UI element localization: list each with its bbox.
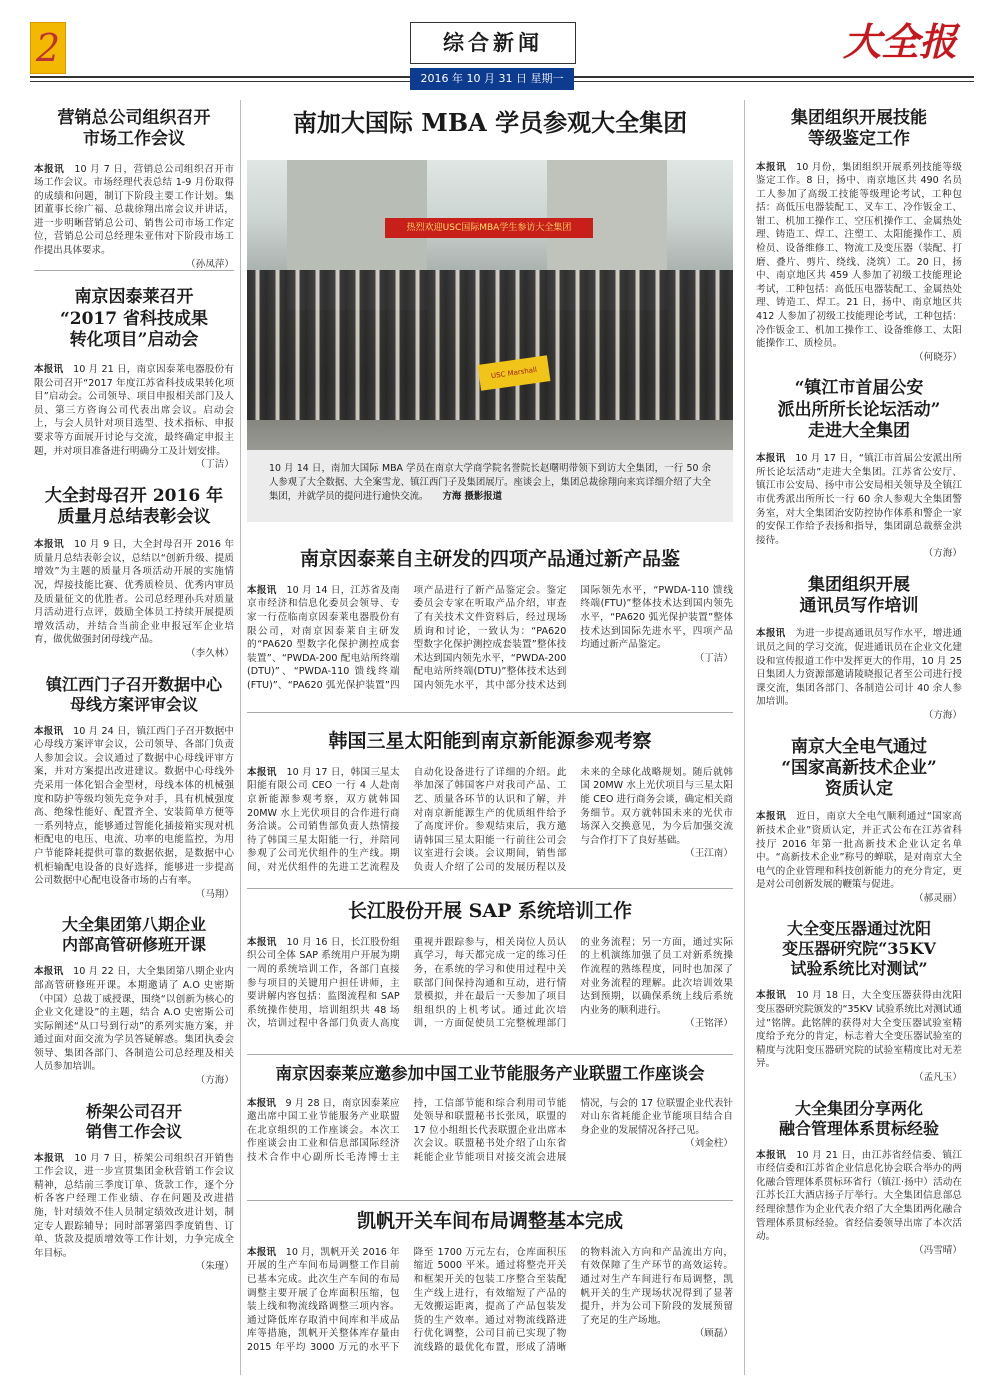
left-column: [34, 108, 234, 1274]
headline: 营销总公司组织召开 市场工作会议: [57, 108, 211, 150]
article-center-2: [247, 730, 733, 892]
masthead-logo: 大全报: [842, 19, 957, 64]
article-left-1: [34, 108, 234, 271]
article-body: 本报讯 10 月 17 日，“镇江市首届公安派出所所长论坛活动”走进大全集团。江苏省公安厅、镇江市公安局、扬中市公安局相关领导及全镇江市优秀派出所所长一行 60 余人参观大全集团警务室，对大全集团治安防控协作体系和警企一家的安保工作给予表扬和指导，集团副总裁蔡金洪接待。 （方海）: [756, 453, 962, 560]
headline: 南京因泰莱召开 “2017 省科技成果 转化项目”启动会: [59, 287, 208, 350]
photo-banner: 热烈欢迎USC国际MBA学生参访大全集团: [385, 218, 593, 238]
article-body: 本报讯 10 月 22 日，大全集团第八期企业内部高管研修班开课。本期邀请了 A.O 史密斯（中国）总裁丁威授课，围绕“以创新为核心的企业文化建设”的主题，结合 A.O 史密斯公司实际阐述“从口号到行动”的系列实施方案，并通过面对面交流为学员答疑解惑。集团执委会领导、集团各部门、各制造公司总经理及相关人员参加培训。 （方海）: [34, 966, 235, 1087]
article-right-1: [756, 108, 962, 364]
article-body: 本报讯 10 月 9 日，大全封母召开 2016 年质量月总结表彰会议，总结以“创新升级、提质增效”为主题的质量月各项活动开展的实施情况，焊接技能比赛、优秀质检员、优秀内审员及质量征文的优胜者。公司总经理孙兵对质量月活动进行点评，鼓励全体员工持续开展提质增效活动，并结合当前企业申报冠军企业培育，做优做强封闭母线产品。 （李久林）: [34, 539, 235, 659]
right-column: [756, 108, 962, 1257]
lead-headline: 南加大国际 MBA 学员参观大全集团: [292, 108, 688, 137]
headline: 南京大全电气通过 “国家高新技术企业” 资质认定: [781, 736, 937, 800]
headline: 集团组织开展 通讯员写作培训: [799, 574, 919, 617]
group-photo: [247, 160, 733, 450]
article-left-3: [34, 486, 234, 661]
article-body: 本报讯 近日，南京大全电气顺利通过“国家高新技术企业”资质认定，并正式公布在江苏省科技厅 2016 年第一批高新技术企业认定名单中。“高新技术企业”称号的蝉联，是对南京大全电气的企业管理和科技创新能力的充分肯定，更是对公司创新发展的鞭策与促进。 （郝灵丽）: [756, 811, 963, 904]
headline: 大全变压器通过沈阳 变压器研究院“35KV 试验系统比对测试”: [782, 919, 936, 979]
headline: 凯帆开关车间布局调整基本完成: [356, 1210, 623, 1232]
article-body: 本报讯 10 月 16 日，长江股份组织公司全体 SAP 系统用户开展为期一周的系统培训工作，各部门直接参与项目的关键用户担任讲师，主要讲解内容包括：监图流程和 SAP 系统操作使用，培训组织共 48 场次，培训过程中各部门负责人高度重视并跟踪参与，相关岗位人员认真学习，每天都完成一定的练习任务，在系统的学习和使用过程中关联部门间保持沟通和互动，进行情景模拟，并在最后一天参加了项目组组织的上机考试。通过此次培训，一方面促使员工完整梳理部门的业务流程；另一方面，通过实际的上机演练加强了员工对新系统操作流程的熟练程度，同时也加深了对业务流程的理解。此次培训效果达到预期，以确保系统上线后系统内业务的顺利进行。 （王铭泽）: [247, 936, 733, 1030]
article-left-6: [34, 1102, 234, 1274]
article-body: 本报讯 10 月 21 日，南京因泰莱电器股份有限公司召开“2017 年度江苏省科技成果转化项目”启动会。公司领导、项目申报相关部门及人员、第三方咨询公司代表出席会议。启动会上，与会人员针对项目选型、技术指标、申报要求等方面展开讨论与交流，最终确定申报主题，并对项目准备进行明确分工及计划安排。 （丁洁）: [34, 364, 235, 471]
article-right-2: [756, 378, 962, 561]
article-body: 本报讯 10 月份，集团组织开展系列技能等级鉴定工作。8 日，扬中、南京地区共 490 名员工人参加了高级工技能等级理论考试，工种包括：高低压电器装配工、叉车工、冷作钣金工、钳工、机加工操作工、空压机操作工、金属热处理、铸造工、焊工、注塑工、太阳能操作工、质检员、设备维修工、物流工及变压器（装配、打磨、叠片、剪片、绕线、浇筑）工。20 日，扬中、南京地区共 459 人参加了初级工技能理论考试，工种包括：高低压电器装配工、金属热处理、铸造工、焊工。21 日，扬中、南京地区共 412 人参加了初级工技能理论考试，工种包括：冷作钣金工、机加工操作工、设备维修工、太阳能操作工、质检员。 （何晓芬）: [756, 161, 963, 363]
photo-caption: 10 月 14 日，南加大国际 MBA 学员在南京大学商学院名誉院长赵曙明带领下到访大全集团，一行 50 余人参观了大全数据、大全案雪龙、镇江西门子及集团展厅。座谈会上，集团总裁徐翔向来宾详细介绍了大全集团，并就学员的提问进行逾快交流。 方海 摄影报道: [247, 450, 733, 522]
headline: 桥架公司召开 销售工作会议: [85, 1101, 182, 1141]
article-body: 本报讯 10 月 7 日，桥架公司组织召开销售工作会议，进一步宣贯集团金秋营销工作会议精神，总结前三季度订单、货款工作，逐个分析各客户经理工作业绩、存在问题及改进措施，针对绩效不佳人员制定绩效改进计划，制定专人跟踪辅导；同时部署第四季度销售、订单、货款及提质增效等工作计划，力争完成全年目标。 （朱瑾）: [34, 1152, 235, 1273]
article-center-3: [247, 900, 733, 1054]
headline: 大全集团第八期企业 内部高管研修班开课: [61, 915, 206, 955]
headline: 南京因泰莱自主研发的四项产品通过新产品鉴: [299, 548, 680, 570]
headline: 大全封母召开 2016 年 质量月总结表彰会议: [44, 485, 224, 527]
article-right-3: [756, 575, 962, 723]
headline: “镇江市首届公安 派出所所长论坛活动” 走进大全集团: [777, 378, 941, 441]
article-body: 本报讯 10 月 17 日，韩国三星太阳能有限公司 CEO 一行 4 人赴南京新能源参观考察，双方就韩国 20MW 水上光伏项目的合作进行商务洽谈。公司销售部负责人热情接待了韩国三星太阳能一行，并陪同参观了公司光伏组件的生产线。期间，对光伏组件的先进工艺流程及自动化设备进行了详细的介绍。此举加深了韩国客户对我司产品、工艺、质量各环节的认识和了解，并对南京新能源生产的优质组件给予了高度评价。参观结束后，我方邀请韩国三星太阳能一行前往公司会议室进行会谈。会议期间，销售部负责人介绍了公司的发展历程以及未来的全球化战略规划。随后就韩国 20MW 水上光伏项目与三星太阳能 CEO 进行商务会谈，确定相关商务细节。双方就韩国未来的光伏市场深入交换意见，为今后加强交流与合作打下了良好基础。 （王江南）: [247, 766, 733, 873]
article-left-5: [34, 915, 234, 1087]
photo-flag: USC Marshall: [478, 355, 551, 390]
article-right-4: [756, 737, 962, 906]
article-body: 本报讯 10 月 18 日，大全变压器获得由沈阳变压器研究院颁发的“35KV 试验系统比对测试通过”铭牌。此铭牌的获得对大全变压器试验室精度给予充分的肯定，标志着大全变压器试验室的精度与沈阳变压器研究院的试验室精度比对无差异。 （孟凡玉）: [756, 990, 963, 1084]
article-body: 本报讯 10 月 14 日，江苏省及南京市经济和信息化委员会领导、专家一行莅临南京因泰莱电器股份有限公司，对南京因泰莱自主研发的“PA620 型数字化保护测控成套装置”、“PWDA-200 配电站所终端(DTU)”、“PWDA-110 馈线终端(FTU)”、“PA620 弧光保护装置”四项产品进行了新产品鉴定会。鉴定委员会专家在听取产品介绍，审查了有关技术文件资料后，经过现场质询和讨论，一致认为：“PA620 型数字化保护测控成套装置”整体技术达到国内领先水平，“PWDA-200 配电站所终端(DTU)”整体技术达到国内领先水平，其中部分技术达到国际领先水平，“PWDA-110 馈线终端(FTU)”整体技术达到国内领先水平，“PA620 弧光保护装置”整体技术达到国际先进水平，四项产品均通过新产品鉴定。 （丁洁）: [247, 584, 733, 691]
article-center-5: [247, 1210, 733, 1370]
article-body: 本报讯 为进一步提高通讯员写作水平，增进通讯员之间的学习交流，促进通讯员在企业文化建设和宣传报道工作中发挥更大的作用，10 月 25 日集团人力资源部邀请陵晓报记者至公司进行授课交流，集团各部门、各制造公司计 40 余人参加培训。 （方海）: [756, 628, 963, 721]
article-left-4: [34, 675, 234, 902]
article-body: 本报讯 10 月，凯帆开关 2016 年开展的生产车间布局调整工作目前已基本完成。此次生产车间的布局调整主要开展了仓库面积压缩，包装上线和物流线路调整三项内容。通过降低库存取消中间库和半成品库等措施，凯帆开关整体库存量由 2015 年平均 3000 万元的水平下降至 1700 万元左右，仓库面积压缩近 5000 平米。通过将整壳开关和框架开关的包装工序整合至装配生产线上进行，有效缩短了产品的无效搬运距离，提高了产品包装发货的生产效率。通过对物流线路进行优化调整，公司目前已实现了物流线路的最优化布置，形成了清晰的物料流入方向和产品流出方向，有效保障了生产环节的高效运转。通过对生产车间进行布局调整，凯帆开关的生产现场状况得到了显著提升，并为公司下阶段的发展预留了充足的生产场地。 （顾磊）: [247, 1246, 733, 1353]
section-title: 综合新闻: [410, 22, 576, 64]
page-number: 2: [30, 22, 66, 74]
headline: 集团组织开展技能 等级鉴定工作: [791, 108, 927, 150]
article-body: 本报讯 10 月 24 日，镇江西门子召开数据中心母线方案评审会议，公司领导、各部门负责人参加会议。会议通过了数据中心母线评审方案，并对方案提出改进建议。数据中心母线外壳采用一体化铝合金型材，母线本体的机械强度和防护等级均领先竞争对手，具有机械强度高、绝缘性能好、配置齐全、安装简单方便等一系列特点，能够通过智能化插接箱实现对机柜配电的电压、电流、功率的电能监控，为用户节能降耗提供可靠的数据依据，是数据中心机柜输配电设备的良好选择，能够进一步提高公司数据中心配电设备市场的占有率。 （马翔）: [34, 725, 235, 900]
dateline: [0, 68, 992, 92]
article-body: 本报讯 9 月 28 日，南京因泰莱应邀出席中国工业节能服务产业联盟在北京组织的工作座谈会。本次工作座谈会由工业和信息部国际经济技术合作中心副所长毛涛博士主持，工信部节能和综合利用司节能处领导和联盟秘书长张凤，联盟的 17 位小组组长代表联盟企业出席本次会议。联盟秘书处介绍了山东省耗能企业节能项目对接交流会进展情况，与会的 17 位联盟企业代表针对山东省耗能企业节能项目结合自身企业的发展情况各抒己见。 （刘金柱）: [247, 1097, 733, 1163]
article-center-4: [247, 1064, 733, 1189]
headline: 韩国三星太阳能到南京新能源参观考察: [328, 730, 652, 752]
headline: 镇江西门子召开数据中心 母线方案评审会议: [45, 674, 222, 714]
issue-date: 2016 年 10 月 31 日 星期一: [410, 68, 574, 90]
article-center-1: [247, 548, 733, 696]
headline: 长江股份开展 SAP 系统培训工作: [348, 900, 632, 922]
headline: 大全集团分享两化 融合管理体系贯标经验: [778, 1098, 939, 1138]
article-right-5: [756, 919, 962, 1084]
headline: 南京因泰莱应邀参加中国工业节能服务产业联盟工作座谈会: [275, 1064, 705, 1083]
article-left-2: [34, 287, 234, 472]
article-body: 本报讯 10 月 21 日，由江苏省经信委、镇江市经信委和江苏省企业信息化协会联合举办的两化融合管理体系贯标环省行（镇江·扬中）活动在江苏长江大酒店扬子厅举行。大全集团信息部总经理徐慧作为企业代表介绍了大全集团两化融合管理体系贯标经验。省经信委领导出席了本次活动。 （冯雪晴）: [756, 1149, 963, 1256]
article-right-6: [756, 1099, 962, 1258]
article-body: 本报讯 10 月 7 日，营销总公司组织召开市场工作会议。市场经理代表总结 1-9 月份取得的成绩和问题，制订下阶段主要工作计划。集团董事长徐广福、总裁徐翔出席会议并讲话，进一步明晰营销总公司、销售公司市场工作定位，营销总公司总经理朱亚伟对下阶段市场工作提出具体要求。 （孙凤萍）: [34, 163, 235, 270]
